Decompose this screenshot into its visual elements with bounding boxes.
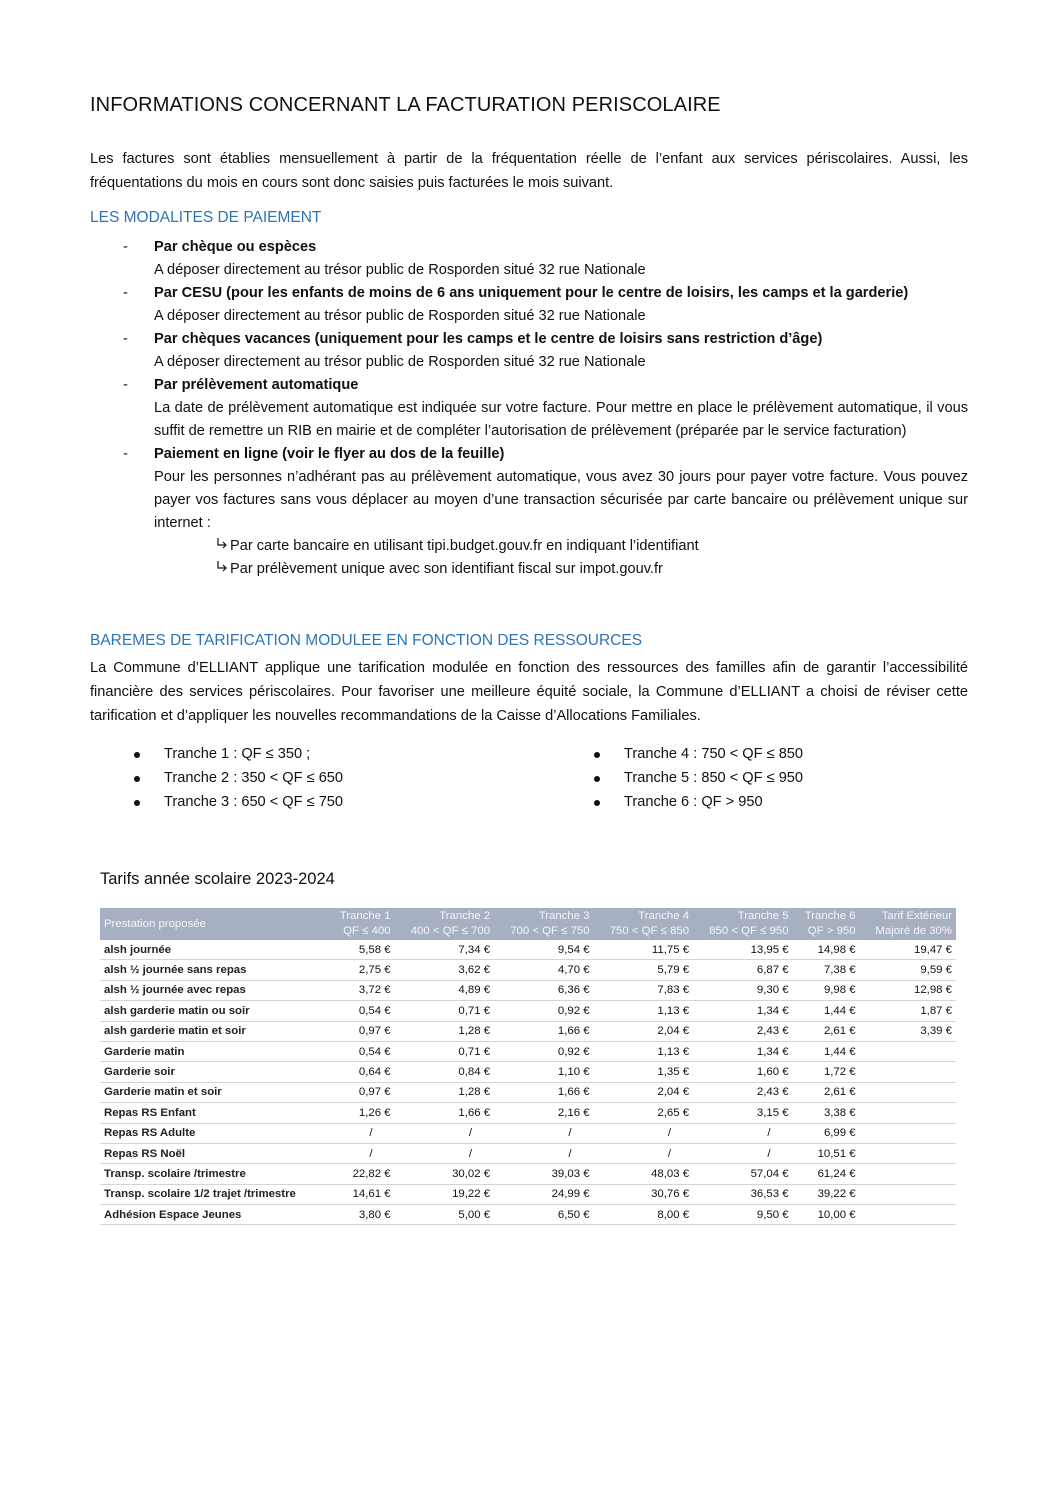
price-cell: 61,24 € [793,1164,860,1184]
price-cell: 2,75 € [328,960,395,980]
price-cell: 36,53 € [693,1184,793,1204]
price-cell: 6,36 € [494,980,594,1000]
price-cell: 1,66 € [494,1021,594,1041]
price-cell: 39,03 € [494,1164,594,1184]
price-cell: 3,39 € [860,1021,956,1041]
row-label: Repas RS Enfant [100,1103,328,1123]
tarifs-title: Tarifs année scolaire 2023-2024 [100,870,335,888]
price-cell: 0,54 € [328,1001,395,1021]
row-label: Transp. scolaire /trimestre [100,1164,328,1184]
price-cell [860,1184,956,1204]
price-cell: 2,43 € [693,1082,793,1102]
tranche-item: Tranche 1 : QF ≤ 350 ; [134,742,343,766]
price-cell: 6,50 € [494,1205,594,1225]
price-cell: 2,04 € [594,1082,694,1102]
dash-marker: - [123,377,128,393]
price-cell: 3,15 € [693,1103,793,1123]
row-label: alsh ½ journée sans repas [100,960,328,980]
payment-heading: LES MODALITES DE PAIEMENT [90,209,322,226]
header-column: Tranche 1 QF ≤ 400 [328,908,395,940]
bareme-paragraph: La Commune d’ELLIANT applique une tarification modulée en fonction des ressources des familles afin de garantir l’accessibilité financière des services périscolaires. Pour favoriser une meilleure équité sociale, la Commune d’ELLIANT a choisi de réviser cette tarification et d’appliquer les nouvelles recommandations de la Caisse d’Allocations Familiales. [90,660,968,724]
price-cell: / [494,1123,594,1143]
row-label: Garderie matin [100,1041,328,1061]
tranche-item: Tranche 2 : 350 < QF ≤ 650 [134,766,343,790]
price-cell: 5,79 € [594,960,694,980]
table-row [100,1021,956,1041]
price-cell: 9,59 € [860,960,956,980]
table-row [100,1082,956,1102]
price-cell: / [328,1123,395,1143]
row-label: alsh garderie matin et soir [100,1021,328,1041]
price-cell: 13,95 € [693,940,793,960]
payment-item-desc: A déposer directement au trésor public de Rosporden situé 32 rue Nationale [154,308,646,324]
payment-item-title: Par chèques vacances (uniquement pour les camps et le centre de loisirs sans restriction d’âge) [154,331,823,347]
tarifs-body [100,940,956,1225]
price-cell: 2,65 € [594,1103,694,1123]
price-cell: 19,47 € [860,940,956,960]
price-cell: 3,62 € [395,960,495,980]
header-column: Tranche 3 700 < QF ≤ 750 [494,908,594,940]
price-cell: 2,61 € [793,1082,860,1102]
price-cell: 1,87 € [860,1001,956,1021]
payment-item [90,236,968,282]
price-cell: 1,44 € [793,1001,860,1021]
price-cell: 10,00 € [793,1205,860,1225]
header-column: Tranche 5 850 < QF ≤ 950 [693,908,793,940]
header-column: Tarif Extérieur Majoré de 30% [860,908,956,940]
price-cell: 24,99 € [494,1184,594,1204]
price-cell: 9,98 € [793,980,860,1000]
price-cell: 1,60 € [693,1062,793,1082]
header-column: Tranche 4 750 < QF ≤ 850 [594,908,694,940]
price-cell: 0,92 € [494,1041,594,1061]
payment-item [90,443,968,581]
price-cell: 22,82 € [328,1164,395,1184]
price-cell: 9,50 € [693,1205,793,1225]
bullet-dot-icon [594,752,600,758]
tarifs-table [100,908,956,1225]
price-cell [860,1143,956,1163]
table-row [100,1001,956,1021]
online-payment-option [154,535,968,558]
price-cell: 1,26 € [328,1103,395,1123]
tranche-item: Tranche 3 : 650 < QF ≤ 750 [134,790,343,814]
price-cell: 30,02 € [395,1164,495,1184]
table-row [100,1123,956,1143]
price-cell: 2,16 € [494,1103,594,1123]
row-label: Repas RS Noël [100,1143,328,1163]
table-row [100,1164,956,1184]
price-cell: 2,43 € [693,1021,793,1041]
price-cell [860,1062,956,1082]
table-row [100,1205,956,1225]
payment-list [90,236,968,581]
row-label: Garderie soir [100,1062,328,1082]
tranche-item: Tranche 5 : 850 < QF ≤ 950 [594,766,803,790]
price-cell: 8,00 € [594,1205,694,1225]
row-label: Garderie matin et soir [100,1082,328,1102]
price-cell: / [395,1143,495,1163]
payment-item [90,328,968,374]
payment-item-desc: Pour les personnes n’adhérant pas au prélèvement automatique, vous avez 30 jours pour payer votre facture. Vous pouvez payer vos factures sans vous déplacer au moyen d’une transaction sécurisée par carte bancaire ou prélèvement unique sur internet : [154,469,968,531]
price-cell: 30,76 € [594,1184,694,1204]
price-cell [860,1041,956,1061]
price-cell: 9,30 € [693,980,793,1000]
price-cell: / [594,1123,694,1143]
payment-item-title: Par CESU (pour les enfants de moins de 6 ans uniquement pour le centre de loisirs, les camps et la garderie) [154,285,909,301]
online-payment-option-label: Par prélèvement unique avec son identifiant fiscal sur impot.gouv.fr [230,561,663,577]
bullet-dot-icon [594,776,600,782]
price-cell: 10,51 € [793,1143,860,1163]
price-cell: 3,38 € [793,1103,860,1123]
price-cell: 4,89 € [395,980,495,1000]
price-cell: / [494,1143,594,1163]
price-cell [860,1103,956,1123]
price-cell: 0,54 € [328,1041,395,1061]
payment-item-desc: La date de prélèvement automatique est indiquée sur votre facture. Pour mettre en place le prélèvement automatique, il vous suffit de remettre un RIB en mairie et de compléter l’autorisation de prélèvement (préparée par le service facturation) [154,400,968,439]
price-cell: 3,72 € [328,980,395,1000]
table-row [100,1103,956,1123]
row-label: alsh journée [100,940,328,960]
online-payment-option [154,558,968,581]
price-cell: 7,83 € [594,980,694,1000]
price-cell: 1,44 € [793,1041,860,1061]
price-cell: 7,34 € [395,940,495,960]
payment-item-title: Par prélèvement automatique [154,377,359,393]
page-title: INFORMATIONS CONCERNANT LA FACTURATION PERISCOLAIRE [90,94,721,116]
price-cell: 1,13 € [594,1041,694,1061]
table-row [100,1184,956,1204]
dash-marker: - [123,285,128,301]
payment-item-title: Par chèque ou espèces [154,239,317,255]
price-cell: 0,97 € [328,1082,395,1102]
table-row [100,980,956,1000]
price-cell [860,1164,956,1184]
dash-marker: - [123,331,128,347]
price-cell: 3,80 € [328,1205,395,1225]
online-payment-option-label: Par carte bancaire en utilisant tipi.budget.gouv.fr en indiquant l’identifiant [230,538,699,554]
price-cell: 5,58 € [328,940,395,960]
arrow-down-right-icon [216,535,230,558]
price-cell: 1,72 € [793,1062,860,1082]
tranche-list-right [594,742,803,814]
price-cell: 0,92 € [494,1001,594,1021]
price-cell: / [395,1123,495,1143]
header-prestation: Prestation proposée [100,908,328,940]
price-cell: 0,64 € [328,1062,395,1082]
price-cell: 57,04 € [693,1164,793,1184]
table-row [100,1062,956,1082]
table-row [100,940,956,960]
price-cell: 12,98 € [860,980,956,1000]
price-cell: 11,75 € [594,940,694,960]
price-cell: 1,66 € [494,1082,594,1102]
row-label: Transp. scolaire 1/2 trajet /trimestre [100,1184,328,1204]
tranche-item: Tranche 6 : QF > 950 [594,790,803,814]
table-row [100,1041,956,1061]
intro-paragraph: Les factures sont établies mensuellement à partir de la fréquentation réelle de l’enfant aux services périscolaires. Aussi, les fréquentations du mois en cours sont donc saisies puis facturées le mois suivant. [90,151,968,191]
price-cell: 1,34 € [693,1041,793,1061]
bareme-heading: BAREMES DE TARIFICATION MODULEE EN FONCTION DES RESSOURCES [90,632,643,649]
table-row [100,1143,956,1163]
row-label: Repas RS Adulte [100,1123,328,1143]
price-cell: 14,98 € [793,940,860,960]
price-cell: 48,03 € [594,1164,694,1184]
payment-item-desc: A déposer directement au trésor public de Rosporden situé 32 rue Nationale [154,354,646,370]
header-column: Tranche 6 QF > 950 [793,908,860,940]
dash-marker: - [123,446,128,462]
price-cell: 0,97 € [328,1021,395,1041]
payment-item [90,374,968,443]
bullet-dot-icon [134,776,140,782]
price-cell: / [693,1123,793,1143]
price-cell: 1,66 € [395,1103,495,1123]
payment-item-desc: A déposer directement au trésor public de Rosporden situé 32 rue Nationale [154,262,646,278]
price-cell: 0,71 € [395,1001,495,1021]
payment-item-title: Paiement en ligne (voir le flyer au dos de la feuille) [154,446,505,462]
tarifs-header-row [100,908,956,940]
price-cell: 14,61 € [328,1184,395,1204]
price-cell: 0,84 € [395,1062,495,1082]
arrow-down-right-icon [216,558,230,581]
table-row [100,960,956,980]
price-cell: 6,99 € [793,1123,860,1143]
price-cell: / [594,1143,694,1163]
tranche-list-left [134,742,343,814]
price-cell: 4,70 € [494,960,594,980]
payment-item [90,282,968,328]
tranche-item: Tranche 4 : 750 < QF ≤ 850 [594,742,803,766]
price-cell: / [693,1143,793,1163]
price-cell: 19,22 € [395,1184,495,1204]
dash-marker: - [123,239,128,255]
price-cell: 7,38 € [793,960,860,980]
header-column: Tranche 2 400 < QF ≤ 700 [395,908,495,940]
price-cell: 1,28 € [395,1021,495,1041]
price-cell: 2,61 € [793,1021,860,1041]
price-cell: / [328,1143,395,1163]
bullet-dot-icon [134,752,140,758]
price-cell [860,1123,956,1143]
row-label: alsh ½ journée avec repas [100,980,328,1000]
price-cell: 1,34 € [693,1001,793,1021]
price-cell: 0,71 € [395,1041,495,1061]
bullet-dot-icon [594,800,600,806]
row-label: Adhésion Espace Jeunes [100,1205,328,1225]
price-cell: 9,54 € [494,940,594,960]
price-cell: 1,10 € [494,1062,594,1082]
price-cell: 1,28 € [395,1082,495,1102]
price-cell: 5,00 € [395,1205,495,1225]
price-cell: 1,35 € [594,1062,694,1082]
price-cell: 6,87 € [693,960,793,980]
price-cell: 2,04 € [594,1021,694,1041]
row-label: alsh garderie matin ou soir [100,1001,328,1021]
price-cell [860,1205,956,1225]
price-cell: 1,13 € [594,1001,694,1021]
price-cell: 39,22 € [793,1184,860,1204]
price-cell [860,1082,956,1102]
bullet-dot-icon [134,800,140,806]
